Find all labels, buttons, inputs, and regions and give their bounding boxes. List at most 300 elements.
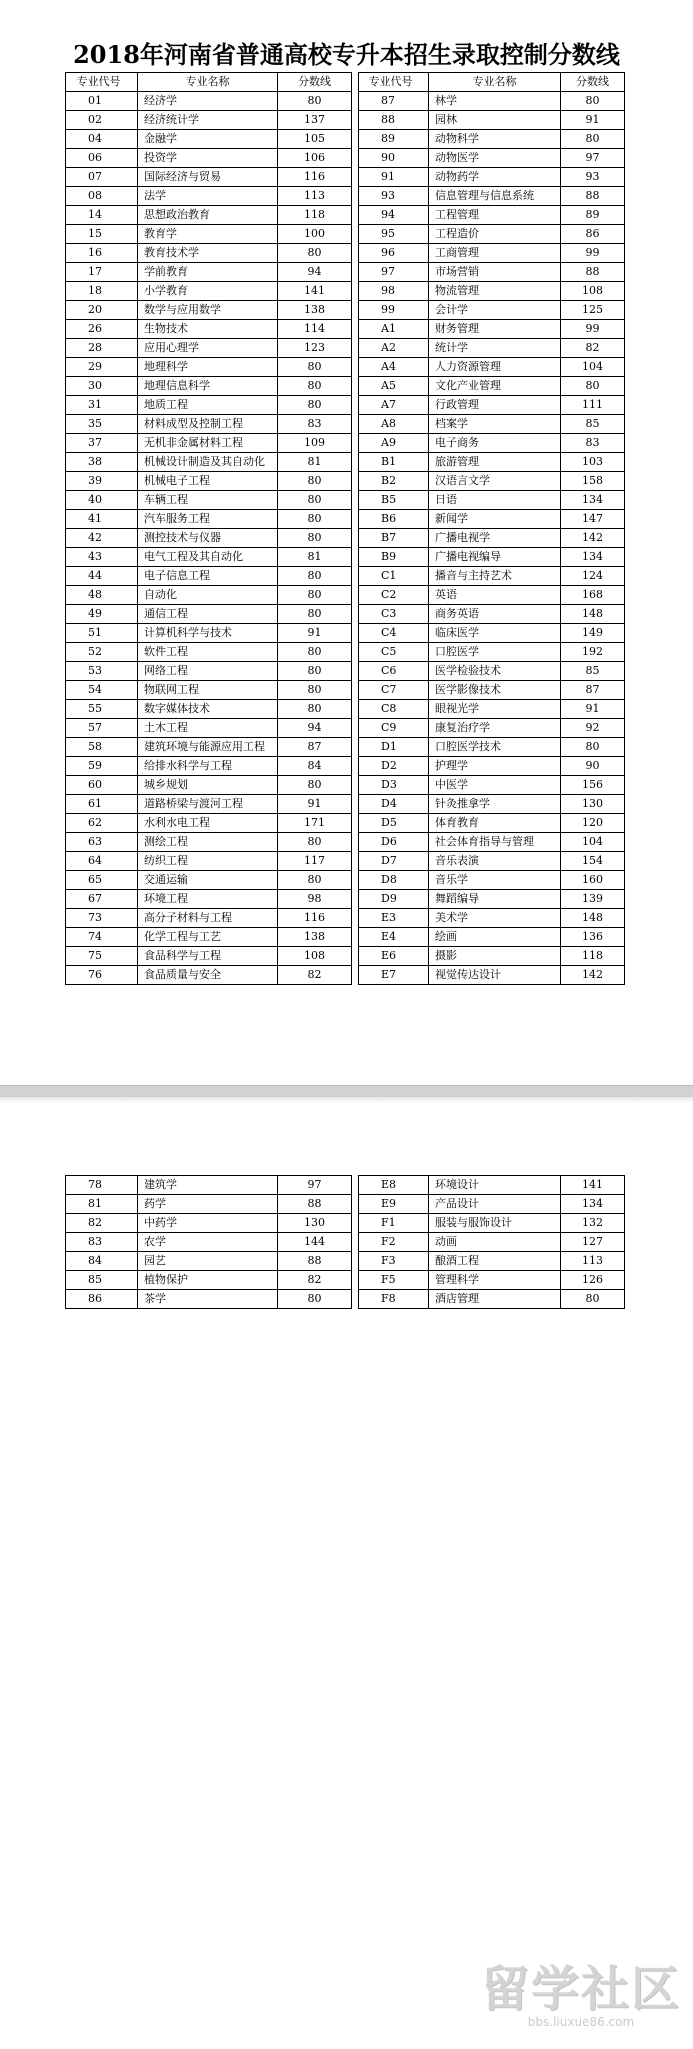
table-row (359, 586, 625, 605)
table-row (359, 301, 625, 320)
cell-name: 新闻学 (429, 510, 561, 529)
table-row (359, 909, 625, 928)
table-row (359, 681, 625, 700)
table-row (359, 814, 625, 833)
cell-score: 85 (561, 662, 625, 681)
cell-score: 136 (561, 928, 625, 947)
cell-code: 04 (66, 130, 138, 149)
cell-name: 行政管理 (429, 396, 561, 415)
cell-score: 105 (278, 130, 352, 149)
column-header-name: 专业名称 (429, 73, 561, 92)
table-row (66, 263, 352, 282)
cell-name: 财务管理 (429, 320, 561, 339)
cell-name: 食品科学与工程 (138, 947, 278, 966)
cell-code: C2 (359, 586, 429, 605)
cell-code: D9 (359, 890, 429, 909)
table-row (359, 130, 625, 149)
table-row (359, 206, 625, 225)
cell-code: 01 (66, 92, 138, 111)
cell-name: 旅游管理 (429, 453, 561, 472)
cell-score: 80 (278, 472, 352, 491)
column-header-code: 专业代号 (359, 73, 429, 92)
cell-score: 125 (561, 301, 625, 320)
cell-name: 针灸推拿学 (429, 795, 561, 814)
table-row (359, 244, 625, 263)
table-row (66, 643, 352, 662)
table-row (66, 1233, 352, 1252)
cell-code: 16 (66, 244, 138, 263)
cell-name: 播音与主持艺术 (429, 567, 561, 586)
cell-code: 42 (66, 529, 138, 548)
cell-score: 80 (278, 776, 352, 795)
table-row (66, 358, 352, 377)
cell-name: 软件工程 (138, 643, 278, 662)
table-row (66, 282, 352, 301)
cell-code: D8 (359, 871, 429, 890)
cell-name: 道路桥梁与渡河工程 (138, 795, 278, 814)
cell-name: 应用心理学 (138, 339, 278, 358)
cell-name: 动物医学 (429, 149, 561, 168)
table-row (66, 1271, 352, 1290)
cell-name: 水利水电工程 (138, 814, 278, 833)
cell-name: 工程管理 (429, 206, 561, 225)
cell-score: 97 (278, 1176, 352, 1195)
cell-score: 92 (561, 719, 625, 738)
cell-score: 99 (561, 320, 625, 339)
cell-score: 91 (278, 795, 352, 814)
cell-score: 104 (561, 358, 625, 377)
cell-score: 156 (561, 776, 625, 795)
table-row (359, 871, 625, 890)
cell-score: 80 (278, 510, 352, 529)
cell-code: B2 (359, 472, 429, 491)
cell-name: 工程造价 (429, 225, 561, 244)
cell-code: 20 (66, 301, 138, 320)
table-row (66, 187, 352, 206)
cell-code: B9 (359, 548, 429, 567)
cell-score: 80 (561, 1290, 625, 1309)
table-row (66, 947, 352, 966)
table-row (66, 339, 352, 358)
table-row (66, 776, 352, 795)
table-row (66, 548, 352, 567)
cell-code: 30 (66, 377, 138, 396)
cell-name: 动物科学 (429, 130, 561, 149)
cell-code: C1 (359, 567, 429, 586)
cell-name: 护理学 (429, 757, 561, 776)
cell-score: 144 (278, 1233, 352, 1252)
table-row (66, 833, 352, 852)
cell-name: 数字媒体技术 (138, 700, 278, 719)
cell-code: 90 (359, 149, 429, 168)
cell-score: 81 (278, 548, 352, 567)
cell-score: 114 (278, 320, 352, 339)
cell-score: 80 (278, 871, 352, 890)
score-table-right-continued (358, 1175, 625, 1309)
cell-score: 132 (561, 1214, 625, 1233)
page-divider-shadow (0, 1097, 693, 1103)
table-row (359, 529, 625, 548)
table-row (66, 928, 352, 947)
cell-name: 交通运输 (138, 871, 278, 890)
page-title: 2018年河南省普通高校专升本招生录取控制分数线 (73, 40, 620, 69)
cell-score: 94 (278, 719, 352, 738)
table-row (359, 415, 625, 434)
table-row (359, 624, 625, 643)
table-row (66, 890, 352, 909)
score-table-right (358, 72, 625, 985)
table-row (359, 396, 625, 415)
cell-name: 视觉传达设计 (429, 966, 561, 985)
cell-code: 17 (66, 263, 138, 282)
cell-code: 02 (66, 111, 138, 130)
cell-score: 142 (561, 966, 625, 985)
cell-name: 思想政治教育 (138, 206, 278, 225)
table-row (66, 1176, 352, 1195)
cell-score: 127 (561, 1233, 625, 1252)
cell-name: 环境设计 (429, 1176, 561, 1195)
table-row (66, 510, 352, 529)
cell-score: 80 (561, 92, 625, 111)
cell-score: 138 (278, 928, 352, 947)
cell-code: 82 (66, 1214, 138, 1233)
cell-name: 临床医学 (429, 624, 561, 643)
table-row (359, 1233, 625, 1252)
cell-name: 人力资源管理 (429, 358, 561, 377)
cell-code: 94 (359, 206, 429, 225)
cell-score: 142 (561, 529, 625, 548)
table-row (359, 662, 625, 681)
cell-code: E7 (359, 966, 429, 985)
table-row (66, 1195, 352, 1214)
cell-name: 电子信息工程 (138, 567, 278, 586)
site-watermark-logo (481, 1963, 681, 2029)
cell-name: 无机非金属材料工程 (138, 434, 278, 453)
cell-score: 83 (561, 434, 625, 453)
cell-name: 医学检验技术 (429, 662, 561, 681)
cell-code: F3 (359, 1252, 429, 1271)
cell-code: 89 (359, 130, 429, 149)
cell-name: 纺织工程 (138, 852, 278, 871)
cell-code: F1 (359, 1214, 429, 1233)
cell-score: 80 (278, 358, 352, 377)
cell-score: 80 (278, 1290, 352, 1309)
cell-score: 106 (278, 149, 352, 168)
table-row (359, 320, 625, 339)
cell-score: 100 (278, 225, 352, 244)
cell-code: 60 (66, 776, 138, 795)
cell-name: 日语 (429, 491, 561, 510)
cell-code: E3 (359, 909, 429, 928)
cell-name: 服装与服饰设计 (429, 1214, 561, 1233)
cell-code: 97 (359, 263, 429, 282)
cell-code: 28 (66, 339, 138, 358)
cell-code: 64 (66, 852, 138, 871)
cell-score: 160 (561, 871, 625, 890)
cell-code: 61 (66, 795, 138, 814)
table-row (359, 548, 625, 567)
cell-score: 88 (278, 1195, 352, 1214)
cell-name: 车辆工程 (138, 491, 278, 510)
cell-code: 38 (66, 453, 138, 472)
cell-name: 信息管理与信息系统 (429, 187, 561, 206)
cell-name: 自动化 (138, 586, 278, 605)
cell-code: F5 (359, 1271, 429, 1290)
cell-code: 58 (66, 738, 138, 757)
cell-name: 茶学 (138, 1290, 278, 1309)
cell-name: 经济学 (138, 92, 278, 111)
cell-name: 汽车服务工程 (138, 510, 278, 529)
cell-name: 地理科学 (138, 358, 278, 377)
table-row (66, 1252, 352, 1271)
cell-score: 134 (561, 548, 625, 567)
cell-score: 126 (561, 1271, 625, 1290)
cell-name: 管理科学 (429, 1271, 561, 1290)
table-row (359, 890, 625, 909)
cell-name: 数学与应用数学 (138, 301, 278, 320)
cell-code: 75 (66, 947, 138, 966)
cell-code: B7 (359, 529, 429, 548)
cell-code: C9 (359, 719, 429, 738)
table-row (359, 605, 625, 624)
cell-score: 94 (278, 263, 352, 282)
cell-score: 113 (561, 1252, 625, 1271)
table-row (66, 700, 352, 719)
cell-name: 动画 (429, 1233, 561, 1252)
table-row (359, 187, 625, 206)
cell-name: 地质工程 (138, 396, 278, 415)
cell-score: 141 (278, 282, 352, 301)
cell-score: 158 (561, 472, 625, 491)
table-row (66, 320, 352, 339)
cell-score: 116 (278, 168, 352, 187)
cell-score: 120 (561, 814, 625, 833)
cell-name: 教育学 (138, 225, 278, 244)
cell-score: 80 (561, 377, 625, 396)
cell-score: 80 (278, 833, 352, 852)
column-header-score: 分数线 (278, 73, 352, 92)
table-row (359, 358, 625, 377)
cell-name: 市场营销 (429, 263, 561, 282)
cell-code: 29 (66, 358, 138, 377)
table-row (66, 814, 352, 833)
cell-score: 124 (561, 567, 625, 586)
table-row (359, 434, 625, 453)
cell-score: 118 (561, 947, 625, 966)
cell-name: 农学 (138, 1233, 278, 1252)
cell-name: 美术学 (429, 909, 561, 928)
cell-code: D3 (359, 776, 429, 795)
cell-name: 广播电视学 (429, 529, 561, 548)
cell-score: 117 (278, 852, 352, 871)
table-row (359, 453, 625, 472)
cell-score: 118 (278, 206, 352, 225)
table-row (66, 966, 352, 985)
cell-score: 99 (561, 244, 625, 263)
cell-score: 93 (561, 168, 625, 187)
cell-score: 123 (278, 339, 352, 358)
cell-code: D1 (359, 738, 429, 757)
cell-code: 37 (66, 434, 138, 453)
cell-name: 计算机科学与技术 (138, 624, 278, 643)
cell-name: 建筑学 (138, 1176, 278, 1195)
cell-name: 电子商务 (429, 434, 561, 453)
table-row (66, 244, 352, 263)
cell-name: 中药学 (138, 1214, 278, 1233)
cell-code: 39 (66, 472, 138, 491)
table-row (359, 738, 625, 757)
cell-code: 95 (359, 225, 429, 244)
cell-name: 产品设计 (429, 1195, 561, 1214)
cell-score: 192 (561, 643, 625, 662)
cell-name: 化学工程与工艺 (138, 928, 278, 947)
cell-code: 07 (66, 168, 138, 187)
cell-score: 130 (561, 795, 625, 814)
column-header-score: 分数线 (561, 73, 625, 92)
cell-name: 经济统计学 (138, 111, 278, 130)
cell-score: 80 (278, 605, 352, 624)
cell-code: D6 (359, 833, 429, 852)
score-table-left-continued (65, 1175, 352, 1309)
cell-score: 90 (561, 757, 625, 776)
cell-code: D2 (359, 757, 429, 776)
cell-name: 食品质量与安全 (138, 966, 278, 985)
cell-score: 113 (278, 187, 352, 206)
cell-name: 园林 (429, 111, 561, 130)
table-row (359, 643, 625, 662)
cell-code: 84 (66, 1252, 138, 1271)
table-row (66, 719, 352, 738)
cell-score: 88 (278, 1252, 352, 1271)
cell-name: 动物药学 (429, 168, 561, 187)
table-row (359, 1290, 625, 1309)
table-row (359, 1176, 625, 1195)
cell-code: D4 (359, 795, 429, 814)
table-row (66, 415, 352, 434)
table-row (66, 472, 352, 491)
cell-name: 绘画 (429, 928, 561, 947)
cell-score: 111 (561, 396, 625, 415)
table-row (66, 225, 352, 244)
cell-name: 投资学 (138, 149, 278, 168)
table-row (359, 282, 625, 301)
table-header-row (66, 73, 352, 92)
cell-name: 摄影 (429, 947, 561, 966)
cell-code: 44 (66, 567, 138, 586)
cell-code: 88 (359, 111, 429, 130)
table-row (359, 757, 625, 776)
cell-name: 音乐表演 (429, 852, 561, 871)
cell-name: 眼视光学 (429, 700, 561, 719)
cell-code: 78 (66, 1176, 138, 1195)
cell-name: 测控技术与仪器 (138, 529, 278, 548)
cell-code: 54 (66, 681, 138, 700)
table-row (66, 624, 352, 643)
column-header-name: 专业名称 (138, 73, 278, 92)
table-row (66, 757, 352, 776)
cell-score: 148 (561, 909, 625, 928)
cell-code: 35 (66, 415, 138, 434)
cell-name: 园艺 (138, 1252, 278, 1271)
cell-code: 87 (359, 92, 429, 111)
cell-name: 通信工程 (138, 605, 278, 624)
cell-score: 80 (278, 586, 352, 605)
cell-name: 口腔医学技术 (429, 738, 561, 757)
watermark-text: 留学社区 (480, 1961, 681, 2017)
cell-name: 物流管理 (429, 282, 561, 301)
cell-score: 88 (561, 187, 625, 206)
cell-score: 130 (278, 1214, 352, 1233)
table-row (66, 909, 352, 928)
cell-code: B1 (359, 453, 429, 472)
cell-score: 139 (561, 890, 625, 909)
table-row (359, 111, 625, 130)
cell-score: 87 (561, 681, 625, 700)
table-row (66, 168, 352, 187)
cell-code: 76 (66, 966, 138, 985)
cell-score: 80 (278, 396, 352, 415)
table-row (359, 339, 625, 358)
cell-score: 171 (278, 814, 352, 833)
table-row (359, 719, 625, 738)
cell-code: 59 (66, 757, 138, 776)
table-row (359, 947, 625, 966)
table-row (66, 149, 352, 168)
table-row (359, 567, 625, 586)
table-row (66, 111, 352, 130)
cell-code: C8 (359, 700, 429, 719)
cell-code: 73 (66, 909, 138, 928)
cell-code: E4 (359, 928, 429, 947)
cell-code: 57 (66, 719, 138, 738)
table-row (359, 225, 625, 244)
cell-score: 80 (278, 491, 352, 510)
table-row (66, 396, 352, 415)
cell-score: 88 (561, 263, 625, 282)
cell-score: 83 (278, 415, 352, 434)
cell-code: 15 (66, 225, 138, 244)
cell-score: 82 (561, 339, 625, 358)
cell-code: D7 (359, 852, 429, 871)
cell-name: 测绘工程 (138, 833, 278, 852)
cell-name: 建筑环境与能源应用工程 (138, 738, 278, 757)
cell-name: 土木工程 (138, 719, 278, 738)
cell-code: C4 (359, 624, 429, 643)
cell-name: 酒店管理 (429, 1290, 561, 1309)
cell-name: 高分子材料与工程 (138, 909, 278, 928)
cell-score: 134 (561, 1195, 625, 1214)
table-row (66, 605, 352, 624)
cell-code: 83 (66, 1233, 138, 1252)
cell-score: 80 (561, 130, 625, 149)
table-row (66, 795, 352, 814)
watermark-url: bbs.liuxue86.com (527, 2015, 635, 2029)
cell-name: 中医学 (429, 776, 561, 795)
cell-score: 80 (278, 643, 352, 662)
cell-code: 31 (66, 396, 138, 415)
cell-name: 统计学 (429, 339, 561, 358)
cell-score: 148 (561, 605, 625, 624)
cell-code: 14 (66, 206, 138, 225)
table-row (359, 377, 625, 396)
cell-name: 会计学 (429, 301, 561, 320)
cell-code: D5 (359, 814, 429, 833)
cell-name: 网络工程 (138, 662, 278, 681)
table-row (359, 966, 625, 985)
cell-score: 80 (278, 244, 352, 263)
cell-score: 91 (278, 624, 352, 643)
cell-code: 55 (66, 700, 138, 719)
